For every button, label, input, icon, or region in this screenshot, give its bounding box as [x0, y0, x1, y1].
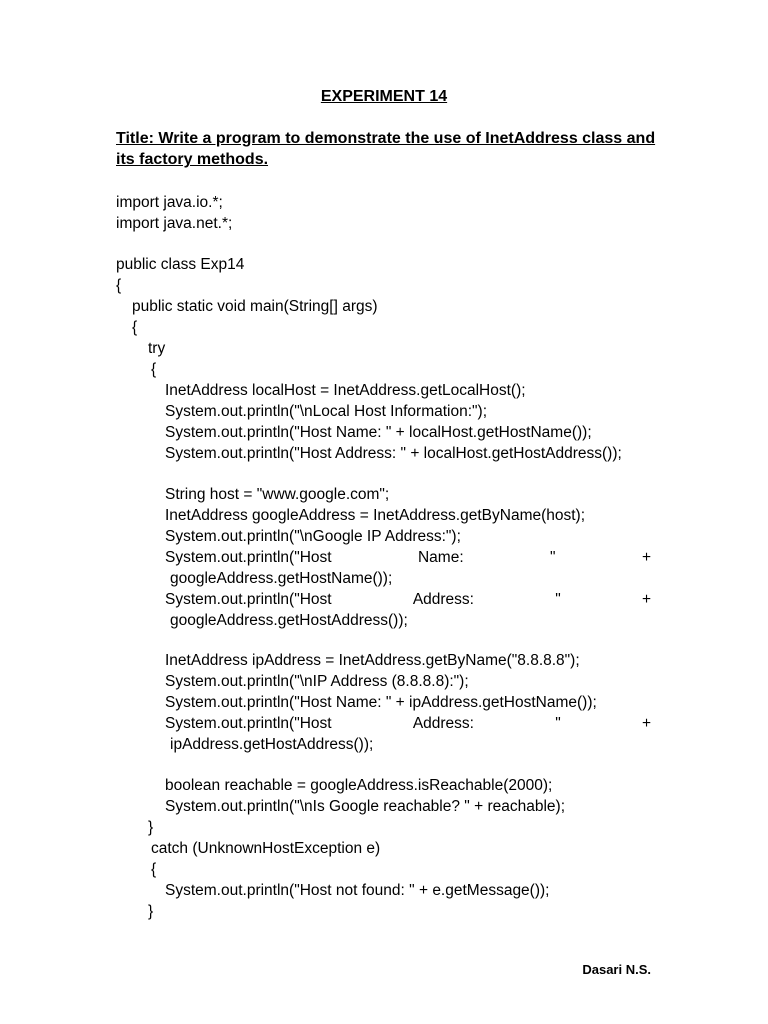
- code-import-io: import java.io.*;: [116, 194, 223, 211]
- code-google-address-continuation: googleAddress.getHostAddress());: [170, 612, 408, 629]
- author-footer: Dasari N.S.: [582, 962, 651, 977]
- code-print-local-address: System.out.println("Host Address: " + localHost.getHostAddress());: [165, 445, 622, 462]
- code-token: System.out.println("Host: [165, 549, 332, 566]
- code-try-keyword: try: [148, 340, 166, 357]
- code-ip-address: InetAddress ipAddress = InetAddress.getByName("8.8.8.8");: [165, 652, 580, 669]
- code-token: ": [550, 549, 556, 566]
- code-token: +: [641, 715, 651, 732]
- code-token: +: [641, 549, 651, 566]
- code-import-net: import java.net.*;: [116, 215, 233, 232]
- code-print-ip-address: [165, 713, 651, 734]
- code-google-address: InetAddress googleAddress = InetAddress.getByName(host);: [165, 507, 586, 524]
- code-catch-close-brace: }: [148, 903, 154, 920]
- code-print-reachable: System.out.println("\nIs Google reachable? " + reachable);: [165, 798, 566, 815]
- code-local-host: InetAddress localHost = InetAddress.getLocalHost();: [165, 382, 526, 399]
- code-class-declaration: public class Exp14: [116, 256, 245, 273]
- code-token: System.out.println("Host: [165, 715, 332, 732]
- code-main-declaration: public static void main(String[] args): [132, 298, 378, 315]
- code-print-not-found: System.out.println("Host not found: " + e.getMessage());: [165, 882, 550, 899]
- code-ip-address-continuation: ipAddress.getHostAddress());: [170, 736, 374, 753]
- code-print-google-ip: System.out.println("\nGoogle IP Address:");: [165, 528, 461, 545]
- code-print-local-info: System.out.println("\nLocal Host Information:");: [165, 403, 487, 420]
- code-catch-declaration: catch (UnknownHostException e): [151, 840, 381, 857]
- code-print-ip-header: System.out.println("\nIP Address (8.8.8.8):");: [165, 673, 469, 690]
- code-token: System.out.println("Host: [165, 591, 332, 608]
- code-try-open-brace: {: [151, 361, 157, 378]
- code-class-open-brace: {: [116, 277, 122, 294]
- code-main-open-brace: {: [132, 319, 138, 336]
- code-reachable: boolean reachable = googleAddress.isReachable(2000);: [165, 777, 553, 794]
- code-catch-open-brace: {: [151, 861, 157, 878]
- code-print-google-address: [165, 589, 651, 610]
- code-google-name-continuation: googleAddress.getHostName());: [170, 570, 393, 587]
- code-token: +: [641, 591, 651, 608]
- code-token: ": [555, 715, 561, 732]
- code-host-string: String host = "www.google.com";: [165, 486, 390, 503]
- code-token: Name:: [417, 549, 464, 566]
- code-print-local-name: System.out.println("Host Name: " + localHost.getHostName());: [165, 424, 592, 441]
- code-token: Address:: [412, 591, 474, 608]
- code-print-google-name: [165, 547, 651, 568]
- code-print-ip-name: System.out.println("Host Name: " + ipAddress.getHostName());: [165, 694, 597, 711]
- experiment-heading: EXPERIMENT 14: [320, 88, 448, 105]
- code-token: ": [555, 591, 561, 608]
- code-token: Address:: [412, 715, 474, 732]
- program-title: Title: Write a program to demonstrate the use of InetAddress class and its factory methods.: [116, 130, 656, 168]
- code-try-close-brace: }: [148, 819, 154, 836]
